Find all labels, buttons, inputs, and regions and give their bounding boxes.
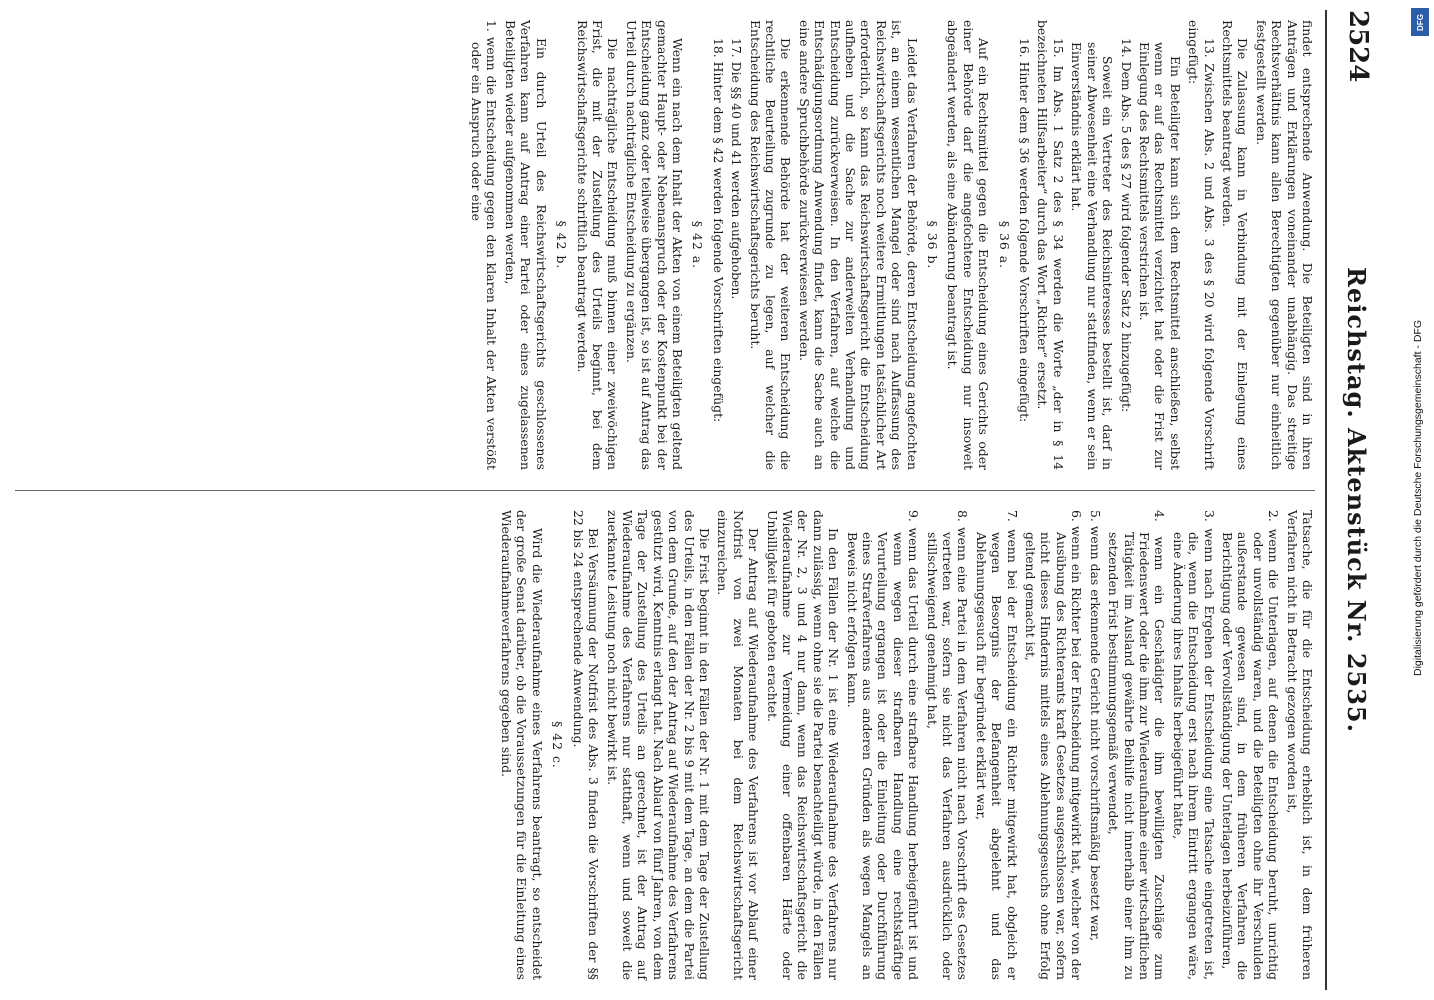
paragraph: 15. Im Abs. 1 Satz 2 des § 34 werden die Worte „der in § 14 bezeichneten Hilfsarbeiter“ durch das Wort „Richter“ ersetzt. xyxy=(1035,20,1066,470)
paragraph: Der Antrag auf Wiederaufnahme des Verfahrens ist vor Ablauf einer Notfrist von zwei Monaten bei dem Reichswirtschaftsgericht einzureichen. xyxy=(715,510,762,980)
paragraph: 7. wenn bei der Entscheidung ein Richter mitgewirkt hat, obgleich er wegen Besorgnis der Befangenheit abgelehnt und das Ablehnungsgesuch für begründet erklärt war, xyxy=(973,510,1020,980)
paragraph: 5. wenn das erkennende Gericht nicht vorschriftsmäßig besetzt war, xyxy=(1087,510,1103,942)
paragraph: Tatsache, die für die Entscheidung erheblich ist, in dem früheren Verfahren nicht in Betracht gezogen worden ist, xyxy=(1284,510,1315,980)
paragraph: 2. wenn die Unterlagen, auf denen die Entscheidung beruht, unrichtig oder unvollständig waren, und die Beteiligten ohne ihr Verschulden außerstande gewesen sind, in dem früheren Verfahren die Berichtigung oder Vervollständigung der Unterlagen herbeizuführen, xyxy=(1219,510,1282,980)
paragraph: 18. Hinter dem § 42 werden folgende Vorschriften eingefügt: xyxy=(710,38,726,423)
paragraph: Auf ein Rechtsmittel gegen die Entscheidung eines Gerichts oder einer Behörde darf die angefochtene Entscheidung nur insoweit abgeändert werden, als eine Abänderung beantragt ist. xyxy=(945,20,992,470)
paragraph: Die erkennende Behörde hat der weiteren Entscheidung die rechtliche Beurteilung zugrunde zu legen, auf welcher die Entscheidung des Reichswirtschaftsgerichts beruht. xyxy=(747,20,794,470)
paragraph: 3. wenn nach Ergehen der Entscheidung eine Tatsache eingetreten ist, die, wenn die Entscheidung erst nach ihrem Eintritt ergangen wäre, eine Änderung ihres Inhalts herbeigeführt hätte, xyxy=(1170,510,1217,980)
paragraph: 9. wenn das Urteil durch eine strafbare Handlung herbeigeführt ist und wenn wegen dieser strafbaren Handlung eine rechtskräftige Verurteilung ergangen ist oder die Einleitung oder Durchführung eines Strafverfahrens aus anderen Gründen als wegen Mangels an Beweis nicht erfolgen kann. xyxy=(844,510,922,980)
paragraph: 17. Die §§ 40 und 41 werden aufgehoben. xyxy=(729,38,745,300)
paragraph: 14. Dem Abs. 5 des § 27 wird folgender Satz 2 hinzugefügt: xyxy=(1118,38,1134,413)
paragraph: In den Fällen der Nr. 1 ist eine Wiederaufnahme des Verfahrens nur dann zulässig, wenn ohne sie die Partei benachteiligt würde, in den Fällen der Nr. 2, 3 und 4 nur dann, wenn das Reichswirtschaftsgericht die Wiederaufnahme zur Vermeidung einer offenbaren Härte oder Unbilligkeit für geboten erachtet. xyxy=(764,510,842,980)
paragraph: 1. wenn die Entscheidung gegen den klaren Inhalt der Akten verstößt oder ein Anspruch oder eine xyxy=(469,20,500,470)
paragraph: 13. Zwischen Abs. 2 und Abs. 3 des § 20 wird folgende Vorschrift eingefügt: xyxy=(1186,20,1217,470)
paragraph: Ein durch Urteil des Reichswirtschaftsgerichts geschlossenes Verfahren kann auf Antrag einer Partei oder eines zugelassenen Beteiligten wieder aufgenommen werden, xyxy=(502,20,549,470)
paragraph: Bei Versäumung der Notfrist des Abs. 3 finden die Vorschriften der §§ 22 bis 24 entsprechende Anwendung. xyxy=(570,510,602,980)
paragraph: 8. wenn eine Partei in dem Verfahren nicht nach Vorschrift des Gesetzes vertreten war, sofern sie nicht das Verfahren ausdrücklich oder stillschweigend genehmigt hat, xyxy=(924,510,971,980)
right-text-column xyxy=(15,510,1315,980)
header-rule xyxy=(1325,10,1327,990)
paragraph: Die Frist beginnt in den Fällen der Nr. 1 mit dem Tage der Zustellung des Urteils, in den Fällen der Nr. 2 bis 9 mit dem Tage, an dem die Partei von dem Grunde, auf den der Antrag auf Wiederaufnahme des Verfahrens gestützt wird, Kenntnis erlangt hat. Nach Ablauf von fünf Jahren, von dem Tage der Zustellung des Urteils an gerechnet, ist der Antrag auf Wiederaufnahme des Verfahrens nur statthaft, wenn und soweit die zuerkannte Leistung noch nicht bewirkt ist. xyxy=(604,510,712,980)
column-divider xyxy=(15,490,1315,491)
paragraph: findet entsprechende Anwendung. Die Beteiligten sind in ihren Anträgen und Erklärungen voneinander unabhängig. Das streitige Rechtsverhältnis kann allen Berechtigten gegenüber nur einheitlich festgestellt werden. xyxy=(1253,20,1315,470)
section-heading: § 36 b. xyxy=(925,220,941,270)
paragraph: Die Zulassung kann in Verbindung mit der Einlegung eines Rechtsmittels beantragt werden. xyxy=(1219,20,1251,470)
paragraph: 16. Hinter dem § 36 werden folgende Vorschriften eingefügt: xyxy=(1017,38,1033,423)
paragraph: 4. wenn ein Geschädigter die ihm bewilligten Zuschläge zum Friedenswert oder die ihm zur Wiederaufnahme einer wirtschaftlichen Tätigkeit im Ausland gewährte Beihilfe nicht innerhalb einer ihm zu setzenden Frist bestimmungsgemäß verwendet, xyxy=(1106,510,1168,980)
left-text-column xyxy=(15,20,1315,470)
digitization-credit: Digitalisierung gefördert durch die Deutsche Forschungsgemeinschaft - DFG xyxy=(1412,320,1424,677)
page-running-title: Reichstag. Aktenstück Nr. 2535. xyxy=(1342,267,1371,733)
paragraph: Leidet das Verfahren der Behörde, deren Entscheidung angefochten ist, an einem wesentlichen Mangel oder sind nach Auffassung des Reichswirtschaftsgerichts noch weitere Ermittlungen tatsächlicher Art erforderlich, so kann das Reichswirtschaftsgericht die Entscheidung aufheben und die Sache zur anderweiten Verhandlung und Entscheidung zurückverweisen. In den Verfahren, auf welche die Entschädigungsordnung Anwendung findet, kann die Sache auch an eine andere Spruchbehörde zurückverwiesen werden. xyxy=(796,20,920,470)
dfg-logo: DFG xyxy=(1411,8,1429,36)
page-header xyxy=(1325,0,1385,1000)
paragraph: Ein Beteiligter kann sich dem Rechtsmittel anschließen, selbst wenn er auf das Rechtsmittel verzichtet hat oder die Frist zur Einlegung des Rechtsmittels verstrichen ist. xyxy=(1136,42,1183,470)
section-heading: § 42 b. xyxy=(554,220,570,270)
paragraph: 6. wenn ein Richter bei der Entscheidung mitgewirkt hat, welcher von der Ausübung des Richteramts kraft Gesetzes ausgeschlossen war, sofern nicht dieses Hindernis mittels eines Ablehnungsgesuchs ohne Erfolg geltend gemacht ist, xyxy=(1023,510,1085,980)
section-heading: § 36 a. xyxy=(996,220,1012,270)
page-number: 2524 xyxy=(1343,10,1373,83)
paragraph: Soweit ein Vertreter des Reichsinteresses bestellt ist, darf in seiner Abwesenheit eine Verhandlung nur stattfinden, wenn er sein Einverständnis erklärt hat. xyxy=(1069,42,1116,470)
paragraph: Wenn ein nach dem Inhalt der Akten von einem Beteiligten geltend gemachter Haupt- oder Nebenanspruch oder der Kostenpunkt bei der Entscheidung ganz oder teilweise übergangen ist, so ist auf Antrag das Urteil durch nachträgliche Entscheidung zu ergänzen. xyxy=(623,20,685,470)
paragraph: Die nachträgliche Entscheidung muß binnen einer zweiwöchigen Frist, die mit der Zustellung des Urteils beginnt, bei dem Reichswirtschaftsgerichte schriftlich beantragt werden. xyxy=(574,20,621,470)
paragraph: Wird die Wiederaufnahme eines Verfahrens beantragt, so entscheidet der große Senat darüber, ob die Voraussetzungen für die Einleitung eines Wiederaufnahmeverfahrens gegeben sind. xyxy=(499,510,545,980)
section-heading: § 42 a. xyxy=(690,220,706,270)
section-heading: § 42 c. xyxy=(550,721,566,769)
